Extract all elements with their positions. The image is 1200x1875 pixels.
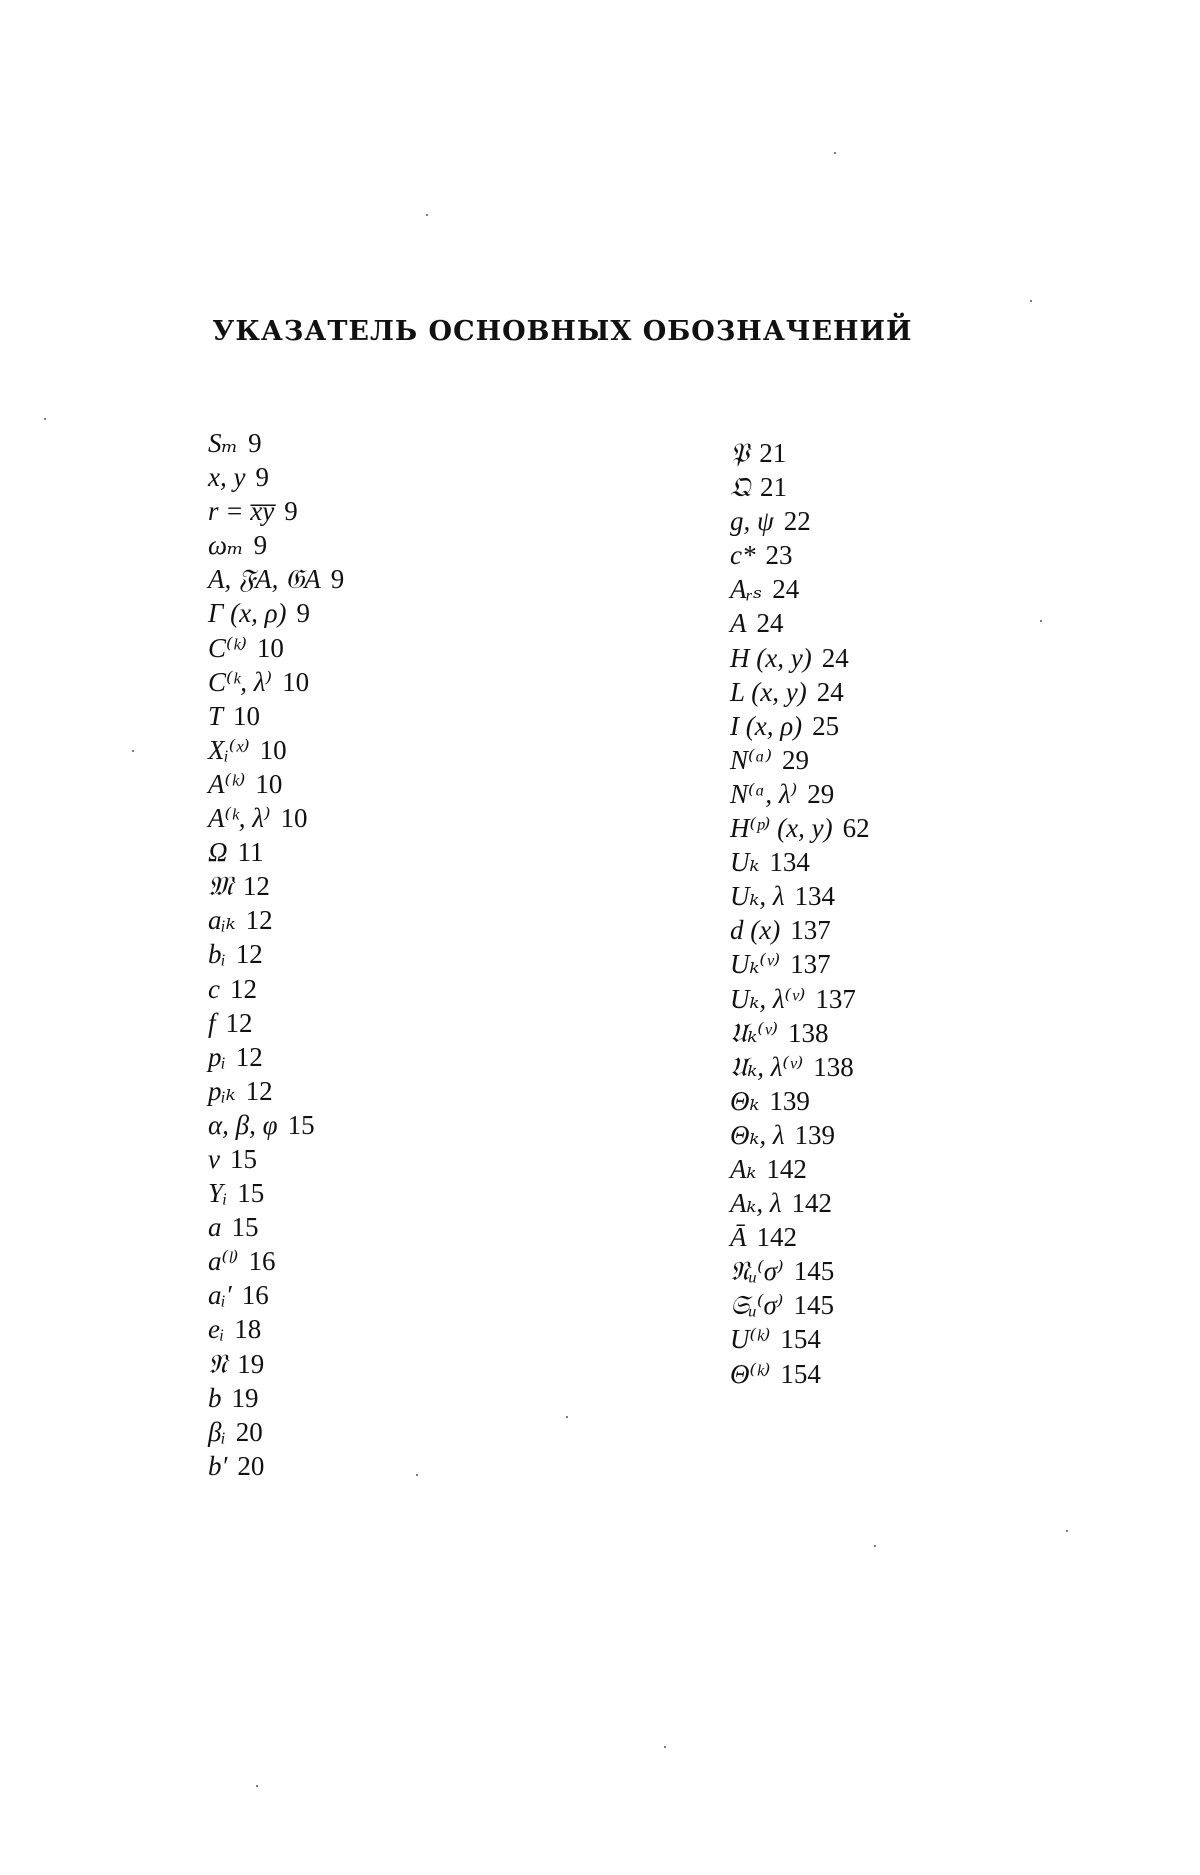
index-entry: [208, 767, 344, 801]
index-symbol: Sₘ: [208, 428, 239, 458]
index-entry: [730, 675, 870, 709]
index-symbol: r = x̅y̅: [208, 496, 275, 527]
index-symbol: Uₖ⁽ᵛ⁾: [730, 949, 781, 980]
index-page-number: 9: [284, 496, 298, 527]
index-symbol: α, β, φ: [208, 1109, 278, 1140]
index-page-number: 11: [237, 837, 264, 868]
index-page-number: 145: [793, 1256, 835, 1287]
index-page-number: 21: [760, 472, 788, 503]
index-symbol: 𝔑ᵤ⁽σ⁾: [730, 1256, 784, 1287]
index-entry: [730, 743, 870, 777]
index-entry: [208, 1040, 344, 1074]
index-page-number: 9: [248, 428, 262, 458]
index-symbol: A⁽ᵏ⁾: [208, 768, 246, 799]
scan-speck: [426, 214, 428, 216]
index-page-number: 10: [255, 768, 283, 799]
index-entry: [730, 1084, 870, 1118]
index-page-number: 19: [237, 1348, 265, 1379]
index-symbol: 𝔔: [730, 472, 751, 503]
index-page-number: 24: [772, 574, 800, 605]
index-entry: [730, 1357, 870, 1391]
index-page-number: 21: [759, 438, 787, 468]
index-entry: [730, 1118, 870, 1152]
index-entry: [730, 1220, 870, 1254]
index-entry: [208, 562, 344, 596]
index-entry: [730, 913, 870, 947]
index-entry: [208, 665, 344, 699]
index-entry: [208, 1006, 344, 1040]
index-entry: [730, 811, 870, 845]
index-page-number: 12: [225, 1007, 253, 1038]
index-entry: [730, 947, 870, 981]
index-symbol: 𝔘ₖ⁽ᵛ⁾: [730, 1017, 779, 1048]
index-page-number: 12: [235, 1041, 263, 1072]
scan-speck: [132, 750, 134, 752]
index-entry: [208, 1176, 344, 1210]
index-page-number: 134: [769, 847, 810, 878]
index-page-number: 137: [815, 983, 856, 1014]
index-symbol: Uₖ: [730, 847, 760, 878]
index-entry: [208, 972, 344, 1006]
index-symbol: eᵢ: [208, 1314, 225, 1345]
index-page-number: 19: [231, 1382, 259, 1413]
index-symbol: a⁽ˡ⁾: [208, 1246, 239, 1277]
index-page-number: 154: [780, 1324, 821, 1355]
index-symbol: C⁽ᵏ, λ⁾: [208, 666, 273, 697]
index-page-number: 142: [791, 1188, 833, 1219]
index-entry: [730, 538, 870, 572]
index-page-number: 20: [235, 1416, 263, 1447]
index-entry: [730, 572, 870, 606]
index-entry: [730, 1254, 870, 1288]
index-symbol: Ω: [208, 837, 228, 868]
index-symbol: aᵢ′: [208, 1280, 232, 1311]
index-symbol: A: [730, 608, 747, 639]
index-entry: [730, 436, 870, 470]
index-symbol: Θ⁽ᵏ⁾: [730, 1358, 771, 1389]
index-entry: [208, 1244, 344, 1278]
index-page-number: 12: [229, 973, 257, 1004]
index-page-number: 10: [280, 803, 308, 834]
index-entry: [208, 631, 344, 665]
index-symbol: βᵢ: [208, 1416, 226, 1447]
index-page-number: 20: [237, 1450, 265, 1481]
index-page-number: 139: [794, 1119, 836, 1150]
index-entry: [208, 1278, 344, 1312]
index-page-number: 154: [780, 1358, 821, 1389]
scan-speck: [834, 152, 836, 154]
index-symbol: U⁽ᵏ⁾: [730, 1324, 771, 1355]
symbol-index-left-column: [208, 426, 344, 1483]
index-entry: [208, 1415, 344, 1449]
index-page-number: 12: [245, 905, 273, 936]
index-symbol: H (x, y): [730, 642, 812, 673]
index-symbol: Xᵢ⁽ˣ⁾: [208, 734, 250, 765]
index-page-number: 29: [782, 744, 810, 775]
index-symbol: I (x, ρ): [730, 710, 803, 741]
index-entry: [208, 699, 344, 733]
index-symbol: Yᵢ: [208, 1178, 228, 1209]
index-symbol: N⁽ᵅ⁾: [730, 744, 773, 775]
index-page-number: 138: [813, 1051, 854, 1082]
index-symbol: L (x, y): [730, 676, 807, 707]
index-symbol: a: [208, 1212, 222, 1243]
index-symbol: Γ (x, ρ): [208, 598, 287, 629]
index-entry: [208, 835, 344, 869]
index-entry: [208, 1312, 344, 1346]
index-page-number: 9: [330, 564, 345, 595]
index-symbol: b′: [208, 1450, 228, 1481]
index-page-number: 9: [296, 598, 311, 629]
index-symbol: d (x): [730, 915, 781, 946]
index-page-number: 24: [821, 642, 849, 673]
index-symbol: H⁽ᵖ⁾ (x, y): [730, 813, 833, 844]
index-entry: [208, 1108, 344, 1142]
index-entry: [730, 845, 870, 879]
index-entry: [208, 733, 344, 767]
scan-speck: [664, 1746, 666, 1748]
index-page-number: 137: [790, 949, 831, 980]
index-page-number: 145: [793, 1290, 834, 1321]
index-entry: [208, 460, 344, 494]
index-entry: [208, 1210, 344, 1244]
index-page-number: 142: [756, 1222, 797, 1253]
index-entry: [730, 1016, 870, 1050]
index-entry: [730, 641, 870, 675]
index-entry: [208, 1347, 344, 1381]
index-page-number: 24: [816, 676, 844, 707]
index-page-number: 12: [235, 939, 263, 970]
index-entry: [208, 494, 344, 528]
index-entry: [208, 1381, 344, 1415]
index-symbol: Aᵣₛ: [730, 574, 763, 605]
index-symbol: x, y: [208, 462, 246, 493]
index-page-number: 12: [242, 871, 270, 902]
index-page-number: 12: [245, 1075, 273, 1106]
index-symbol: 𝔓: [730, 438, 750, 468]
index-entry: [730, 470, 870, 504]
index-symbol: A, 𝔉A, 𝔊A: [208, 564, 321, 595]
index-symbol: Uₖ, λ: [730, 881, 785, 912]
index-symbol: N⁽ᵅ, λ⁾: [730, 778, 798, 809]
index-symbol: b: [208, 1382, 222, 1413]
index-page-number: 22: [783, 506, 811, 537]
index-page-number: 15: [237, 1178, 265, 1209]
index-entry: [208, 869, 344, 903]
index-symbol: pᵢ: [208, 1041, 226, 1072]
index-page-number: 9: [255, 462, 269, 493]
index-symbol: C⁽ᵏ⁾: [208, 632, 247, 663]
index-symbol: 𝔑: [208, 1348, 228, 1379]
index-entry: [208, 937, 344, 971]
index-symbol: Aₖ: [730, 1153, 757, 1184]
scan-speck: [566, 1416, 568, 1418]
scan-speck: [416, 1474, 418, 1476]
index-symbol: f: [208, 1007, 216, 1038]
scan-speck: [1066, 1530, 1068, 1532]
index-page-number: 10: [282, 666, 310, 697]
index-page-number: 134: [794, 881, 836, 912]
index-entry: [208, 528, 344, 562]
index-page-number: 10: [256, 632, 284, 663]
index-symbol: aᵢₖ: [208, 905, 236, 936]
index-page-number: 16: [241, 1280, 269, 1311]
index-symbol: ωₘ: [208, 530, 244, 561]
index-entry: [208, 1449, 344, 1483]
index-symbol: Aₖ, λ: [730, 1188, 782, 1219]
index-symbol: Uₖ, λ⁽ᵛ⁾: [730, 983, 806, 1014]
symbol-index-right-column: [730, 436, 870, 1391]
index-symbol: Θₖ: [730, 1085, 760, 1116]
index-entry: [730, 1288, 870, 1322]
index-page-number: 10: [259, 734, 287, 765]
index-page-number: 15: [287, 1109, 315, 1140]
index-page-number: 15: [231, 1212, 259, 1243]
index-entry: [730, 606, 870, 640]
index-entry: [730, 879, 870, 913]
index-page-number: 10: [233, 700, 261, 731]
index-symbol: 𝔐: [208, 871, 233, 902]
index-page-number: 62: [842, 813, 870, 844]
scan-speck: [1030, 300, 1032, 302]
index-symbol: 𝔖ᵤ⁽σ⁾: [730, 1290, 784, 1321]
index-page-number: 9: [253, 530, 268, 561]
index-symbol: g, ψ: [730, 506, 774, 537]
index-page-number: 18: [234, 1314, 262, 1345]
index-symbol: 𝔘ₖ, λ⁽ᵛ⁾: [730, 1051, 804, 1082]
index-entry: [730, 504, 870, 538]
index-entry: [208, 1074, 344, 1108]
index-entry: [730, 709, 870, 743]
index-symbol: A⁽ᵏ, λ⁾: [208, 803, 271, 834]
index-entry: [208, 426, 344, 460]
index-page-number: 137: [790, 915, 831, 946]
index-symbol: ν: [208, 1143, 220, 1174]
index-page-number: 138: [788, 1017, 829, 1048]
scan-speck: [256, 1785, 258, 1787]
index-page-number: 23: [765, 540, 793, 571]
index-page-number: 139: [769, 1085, 810, 1116]
index-symbol: pᵢₖ: [208, 1075, 236, 1106]
index-entry: [208, 903, 344, 937]
index-entry: [208, 801, 344, 835]
index-entry: [730, 1322, 870, 1356]
index-entry: [730, 1050, 870, 1084]
page-title: УКАЗАТЕЛЬ ОСНОВНЫХ ОБОЗНАЧЕНИЙ: [212, 316, 913, 347]
index-symbol: c*: [730, 540, 756, 571]
index-entry: [208, 1142, 344, 1176]
index-page-number: 142: [766, 1153, 807, 1184]
index-entry: [730, 1152, 870, 1186]
scan-speck: [1040, 620, 1042, 622]
index-symbol: bᵢ: [208, 939, 226, 970]
index-entry: [208, 596, 344, 630]
index-page-number: 29: [807, 778, 835, 809]
scan-speck: [44, 418, 46, 420]
index-entry: [730, 982, 870, 1016]
index-symbol: Ā: [730, 1222, 747, 1253]
index-page-number: 15: [229, 1143, 257, 1174]
index-symbol: T: [208, 700, 224, 731]
index-entry: [730, 1186, 870, 1220]
index-page-number: 25: [812, 710, 840, 741]
index-symbol: c: [208, 973, 220, 1004]
index-entry: [730, 777, 870, 811]
index-page-number: 16: [248, 1246, 276, 1277]
index-symbol: Θₖ, λ: [730, 1119, 785, 1150]
scan-speck: [874, 1545, 876, 1547]
index-page-number: 24: [756, 608, 784, 639]
